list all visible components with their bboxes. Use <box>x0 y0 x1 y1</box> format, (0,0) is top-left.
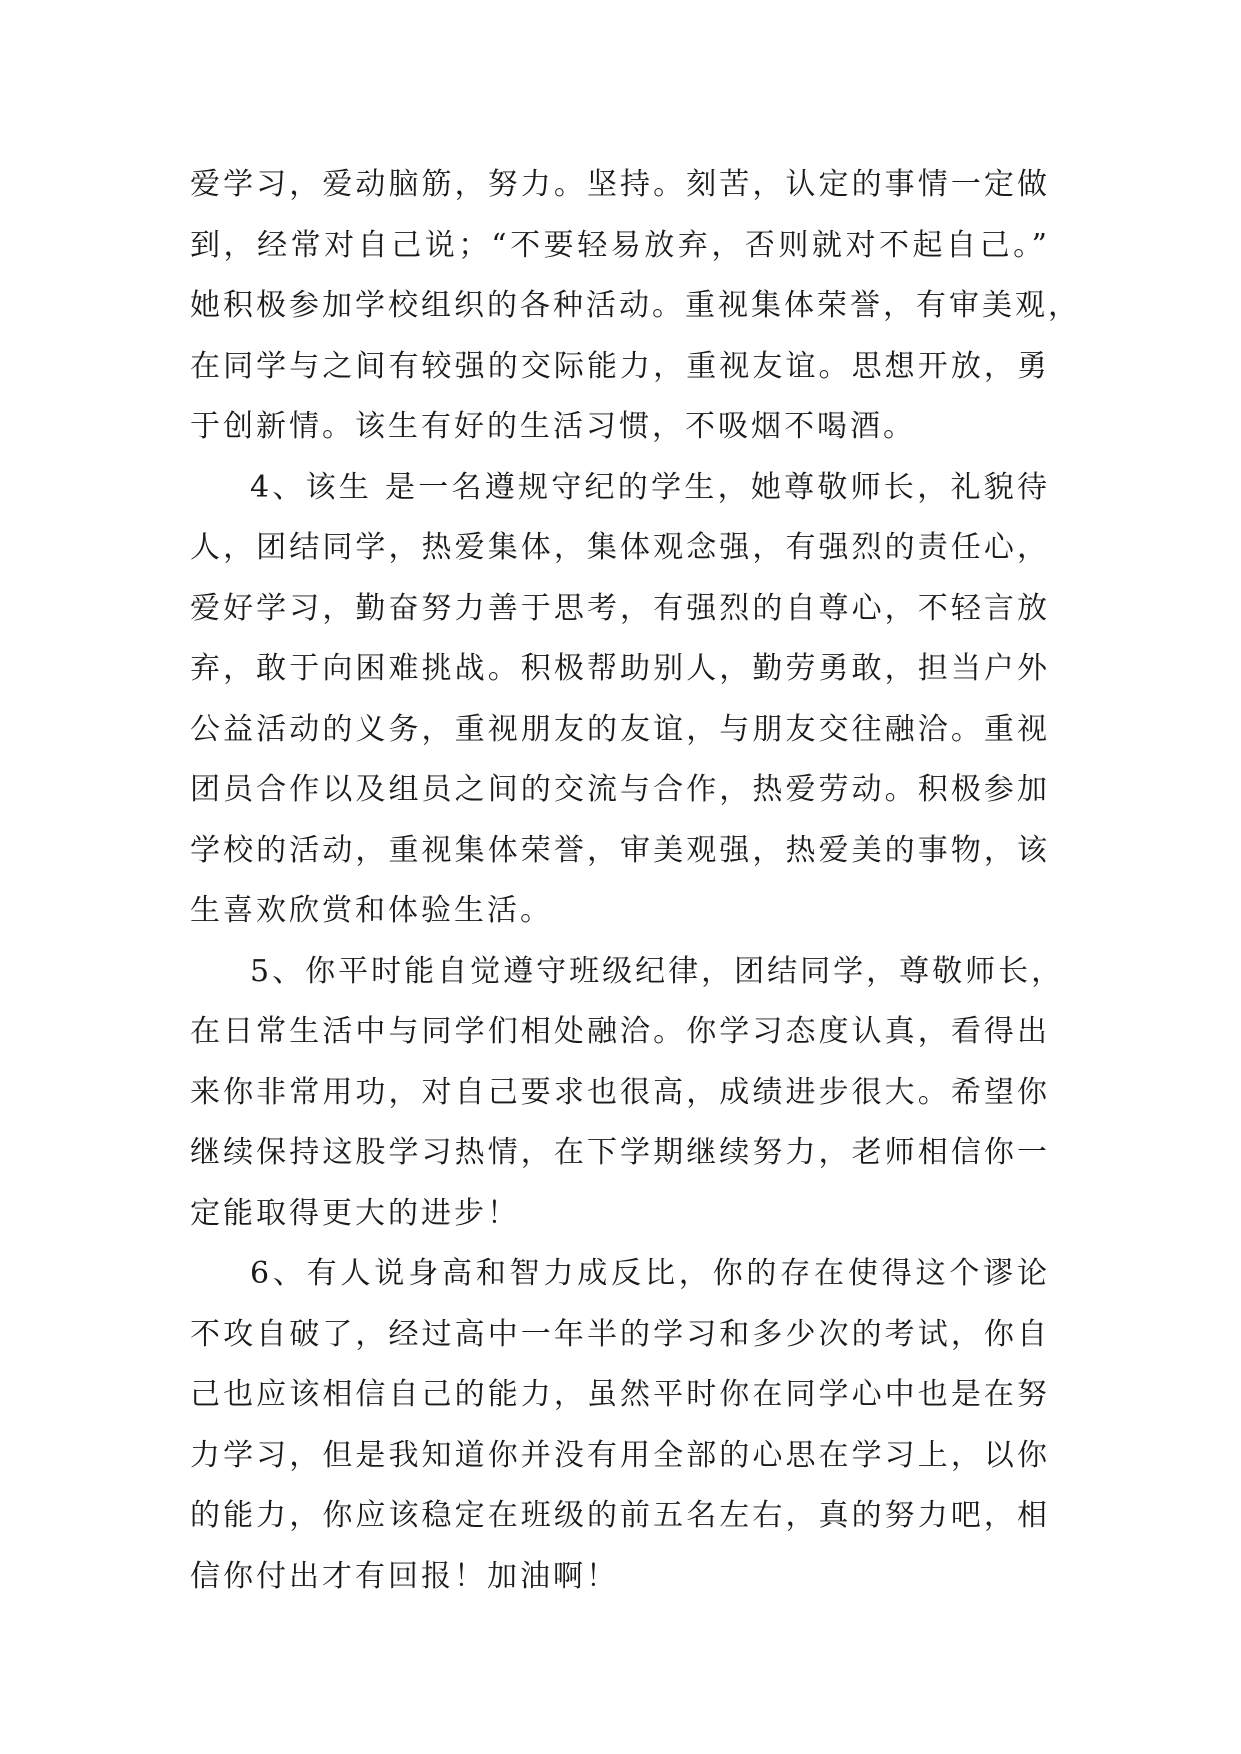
text-line: 生喜欢欣赏和体验生活。 <box>190 893 553 928</box>
text-line: 公益活动的义务，重视朋友的友谊，与朋友交往融洽。重视 <box>190 711 1050 747</box>
text-line: 来你非常用功，对自己要求也很高，成绩进步很大。希望你 <box>190 1074 1050 1110</box>
text-line: 己也应该相信自己的能力，虽然平时你在同学心中也是在努 <box>190 1377 1050 1412</box>
text-line: 团员合作以及组员之间的交流与合作，热爱劳动。积极参加 <box>190 772 1050 807</box>
document-body <box>190 155 1081 1607</box>
text-line: 学校的活动，重视集体荣誉，审美观强，热爱美的事物，该 <box>190 832 1050 868</box>
text-line: 爱学习，爱动脑筋，努力。坚持。刻苦，认定的事情一定做 <box>190 167 1050 202</box>
text-line: 的能力，你应该稳定在班级的前五名左右，真的努力吧，相 <box>190 1498 1050 1533</box>
text-line: 爱好学习，勤奋努力善于思考，有强烈的自尊心，不轻言放 <box>190 590 1050 626</box>
paragraph-item-4 <box>190 458 1050 942</box>
text-line: 信你付出才有回报！加油啊！ <box>190 1558 619 1594</box>
text-line: 人，团结同学，热爱集体，集体观念强，有强烈的责任心， <box>190 530 1050 565</box>
paragraph-continuation <box>190 155 1081 458</box>
text-line: 到，经常对自己说；“不要轻易放弃，否则就对不起自己。” <box>190 227 1050 263</box>
text-line: 于创新情。该生有好的生活习惯，不吸烟不喝酒。 <box>190 409 916 444</box>
text-line: 在日常生活中与同学们相处融洽。你学习态度认真，看得出 <box>190 1014 1050 1049</box>
text-line: 不攻自破了，经过高中一年半的学习和多少次的考试，你自 <box>190 1316 1050 1352</box>
text-line: 力学习，但是我知道你并没有用全部的心思在学习上，以你 <box>190 1437 1050 1473</box>
text-line: 4、该生 是一名遵规守纪的学生，她尊敬师长，礼貌待 <box>250 469 1050 505</box>
text-line: 在同学与之间有较强的交际能力，重视友谊。思想开放，勇 <box>190 348 1050 384</box>
text-line: 弃，敢于向困难挑战。积极帮助别人，勤劳勇敢，担当户外 <box>190 651 1050 686</box>
paragraph-item-5 <box>190 942 1065 1245</box>
text-line: 她积极参加学校组织的各种活动。重视集体荣誉，有审美观， <box>190 288 1081 323</box>
text-line: 6、有人说身高和智力成反比，你的存在使得这个谬论 <box>250 1256 1050 1291</box>
text-line: 继续保持这股学习热情，在下学期继续努力，老师相信你一 <box>190 1135 1050 1170</box>
text-line: 定能取得更大的进步！ <box>190 1195 520 1231</box>
text-line: 5、你平时能自觉遵守班级纪律，团结同学，尊敬师长， <box>250 953 1065 989</box>
paragraph-item-6 <box>190 1244 1050 1607</box>
